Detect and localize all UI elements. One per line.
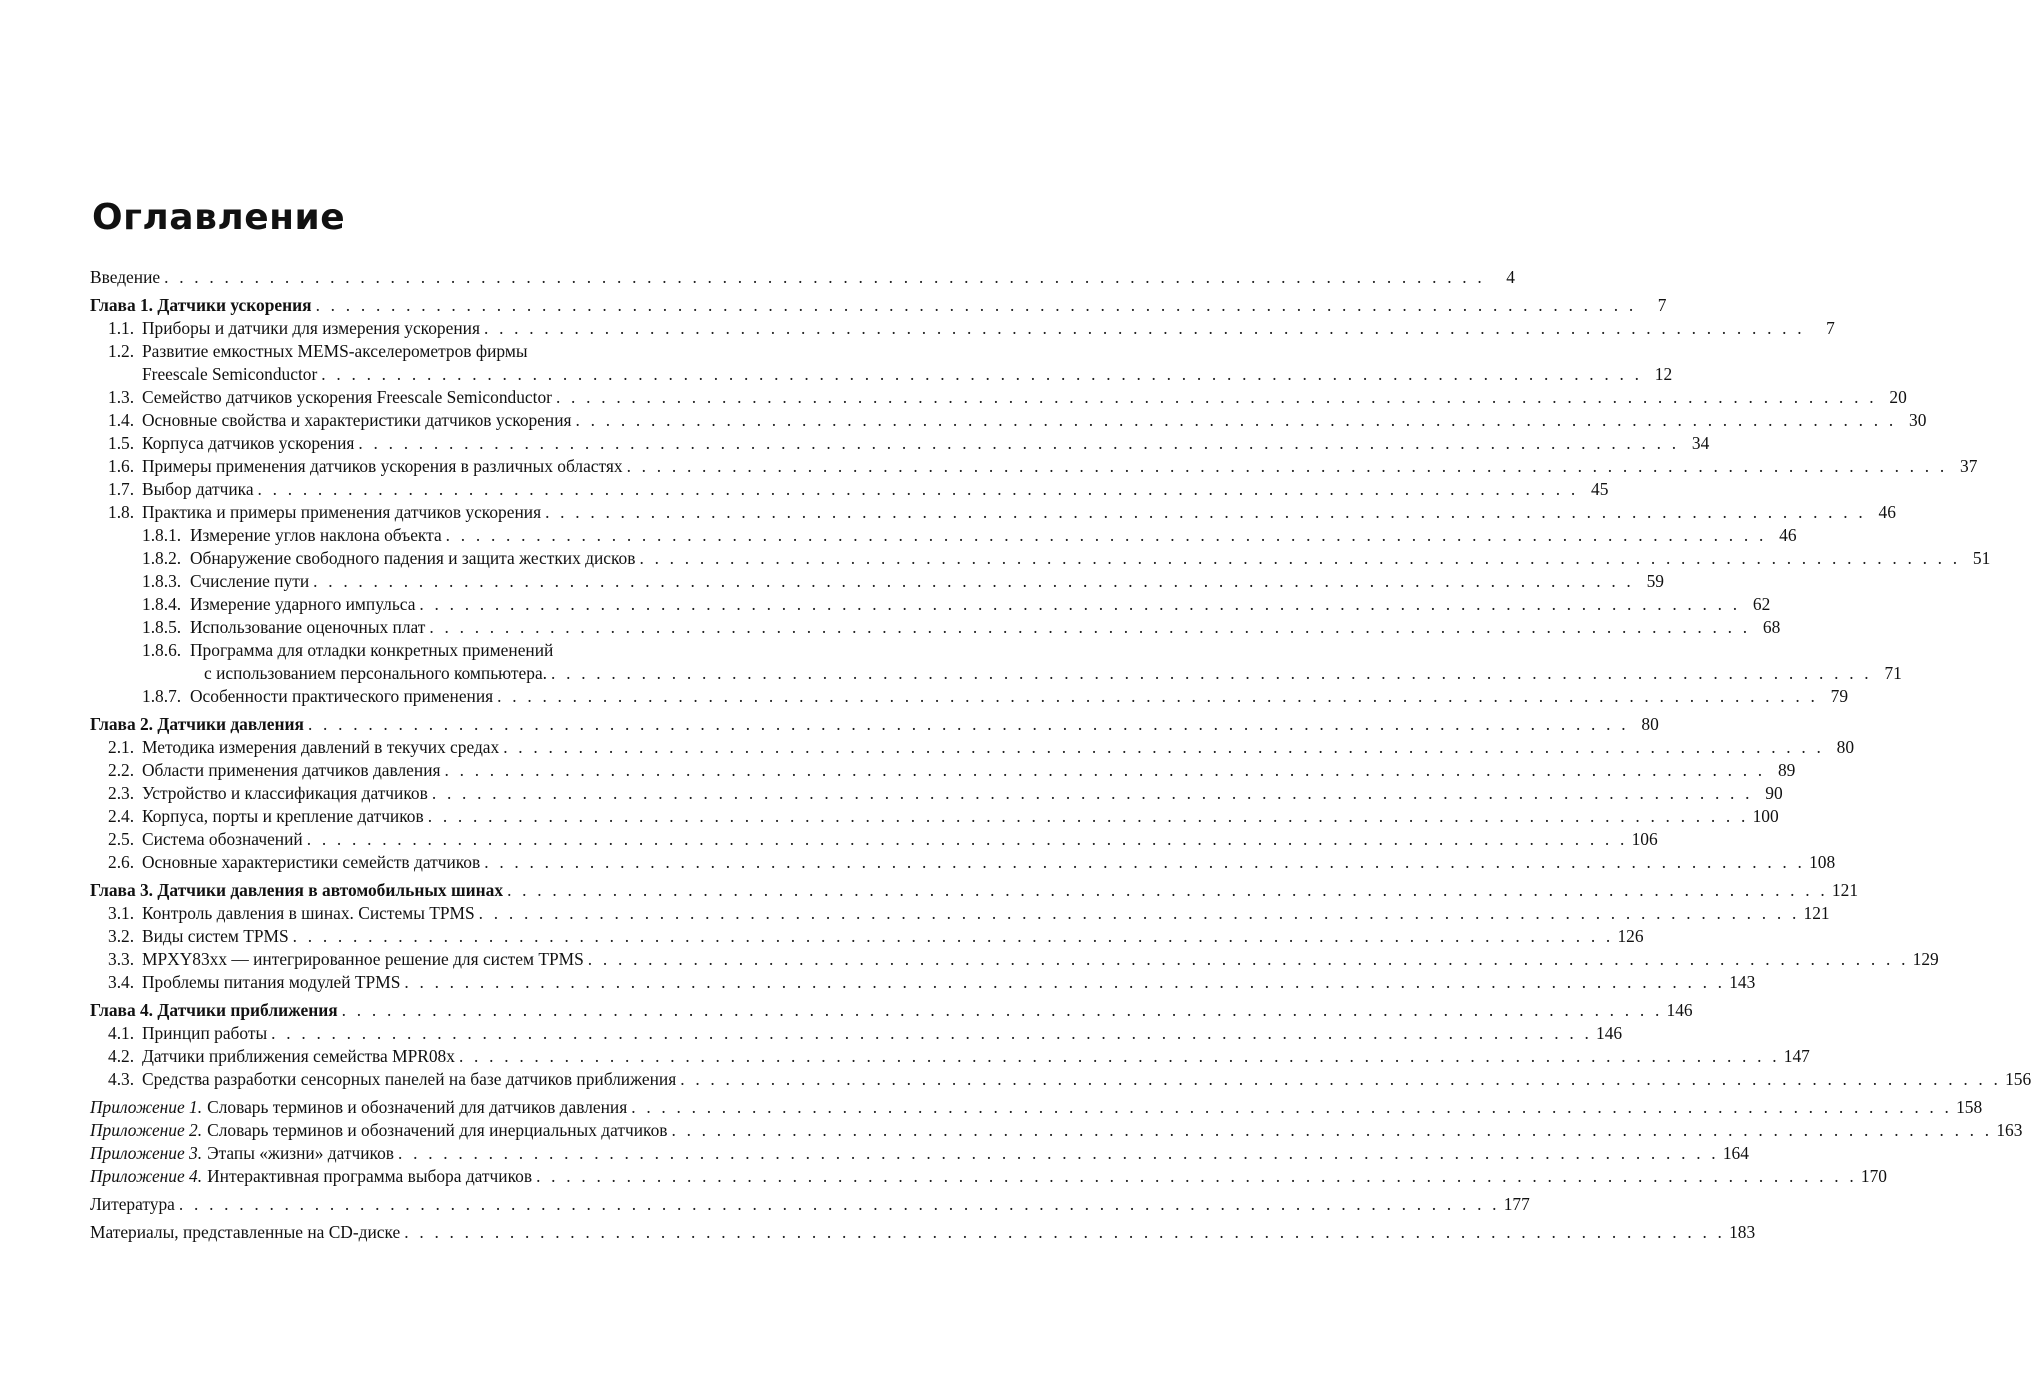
- toc-entry-title: Методика измерения давлений в текучих средах: [142, 737, 500, 757]
- toc-entry-title: Устройство и классификация датчиков: [142, 783, 428, 803]
- toc-page-number: 45: [1591, 479, 1609, 499]
- toc-page-number: 51: [1972, 548, 1991, 568]
- toc-page-number: 68: [1762, 617, 1781, 637]
- toc-entry-number: 4.2.: [108, 1046, 135, 1066]
- toc-leader-dots: . . . . . . . . . . . . . . . . . . . . . . . . . . . . . . . . . . . . . . . . . . . . . . . . . . . . . . . . . . . . . . . . . . . . . . . . . . . . . . . . . . . . . . . .: [444, 760, 1766, 780]
- toc-entry-number: 3.4.: [108, 972, 135, 992]
- toc-page-number: 7: [1657, 295, 1667, 315]
- toc-entry[interactable]: [90, 478, 1609, 501]
- toc-entry[interactable]: [90, 685, 1849, 708]
- toc-entry-title: Глава 3. Датчики давления в автомобильных шинах: [90, 880, 504, 900]
- toc-entry[interactable]: [90, 925, 1644, 948]
- toc-entry-title: Этапы «жизни» датчиков: [207, 1143, 395, 1163]
- page-title: Оглавление: [92, 197, 346, 238]
- toc-page-number: 156: [2005, 1069, 2031, 1089]
- toc-page-number: 129: [1912, 949, 1939, 969]
- toc-entry-title: Freescale Semiconductor: [142, 364, 318, 384]
- toc-entry[interactable]: [90, 1193, 1530, 1216]
- toc-entry-title: Корпуса датчиков ускорения: [142, 433, 355, 453]
- toc-entry-title: Корпуса, порты и крепление датчиков: [142, 806, 424, 826]
- toc-leader-dots: . . . . . . . . . . . . . . . . . . . . . . . . . . . . . . . . . . . . . . . . . . . . . . . . . . . . . . . . . . . . . . . . . . . . . . . . . . . . . . . . . . . . . . . .: [680, 1069, 2002, 1089]
- toc-entry[interactable]: [90, 851, 1836, 874]
- toc-page-number: 146: [1596, 1023, 1623, 1043]
- toc-leader-dots: . . . . . . . . . . . . . . . . . . . . . . . . . . . . . . . . . . . . . . . . . . . . . . . . . . . . . . . . . . . . . . . . . . . . . . . . . . . . . . . . . . . . . . . .: [271, 1023, 1592, 1043]
- toc-page-number: 163: [1996, 1120, 2023, 1140]
- toc-leader-dots: . . . . . . . . . . . . . . . . . . . . . . . . . . . . . . . . . . . . . . . . . . . . . . . . . . . . . . . . . . . . . . . . . . . . . . . . . . . . . . . . . . . . . . . .: [306, 829, 1628, 849]
- toc-leader-dots: . . . . . . . . . . . . . . . . . . . . . . . . . . . . . . . . . . . . . . . . . . . . . . . . . . . . . . . . . . . . . . . . . . . . . . . . . . . . . . . . . . . . . . . .: [503, 737, 1825, 757]
- toc-entry-title: Словарь терминов и обозначений для датчиков давления: [207, 1097, 628, 1117]
- toc-entry-title: Измерение углов наклона объекта: [190, 525, 442, 545]
- toc-entry[interactable]: [90, 409, 1927, 432]
- toc-entry-number: 1.8.3.: [142, 571, 182, 591]
- toc-entry-title: Средства разработки сенсорных панелей на базе датчиков приближения: [142, 1069, 677, 1089]
- toc-page-number: 143: [1729, 972, 1756, 992]
- toc-entry[interactable]: [90, 639, 858, 662]
- toc-entry-number: 4.3.: [108, 1069, 135, 1089]
- toc-entry[interactable]: [90, 736, 1855, 759]
- toc-entry-number: Приложение 2.: [90, 1120, 203, 1140]
- toc-leader-dots: . . . . . . . . . . . . . . . . . . . . . . . . . . . . . . . . . . . . . . . . . . . . . . . . . . . . . . . . . . . . . . . . . . . . . . . . . . . . . . . . . . . . . . . .: [484, 852, 1806, 872]
- toc-leader-dots: . . . . . . . . . . . . . . . . . . . . . . . . . . . . . . . . . . . . . . . . . . . . . . . . . . . . . . . . . . . . . . . . . . . . . . . . . . . . . . . . . . . . . . . .: [292, 926, 1614, 946]
- toc-page-number: 46: [1779, 525, 1797, 545]
- toc-leader-dots: . . . . . . . . . . . . . . . . . . . . . . . . . . . . . . . . . . . . . . . . . . . . . . . . . . . . . . . . . . . . . . . . . . . . . . . . . . . . . . . . . . . . . . . .: [478, 903, 1800, 923]
- toc-entry-number: Приложение 1.: [90, 1097, 203, 1117]
- toc-entry-number: 3.3.: [108, 949, 135, 969]
- toc-leader-dots: . . . . . . . . . . . . . . . . . . . . . . . . . . . . . . . . . . . . . . . . . . . . . . . . . . . . . . . . . . . . . . . . . . . . . . . . . . . . . . . . . . . . . . . .: [341, 1000, 1663, 1020]
- toc-entry[interactable]: [90, 1045, 1810, 1068]
- toc-entry-number: 1.3.: [108, 387, 135, 407]
- toc-entry-number: 1.8.: [108, 502, 135, 522]
- toc-entry-title: Интерактивная программа выбора датчиков: [207, 1166, 533, 1186]
- toc-entry-title: Примеры применения датчиков ускорения в различных областях: [142, 456, 623, 476]
- toc-entry[interactable]: [90, 713, 1659, 736]
- toc-leader-dots: . . . . . . . . . . . . . . . . . . . . . . . . . . . . . . . . . . . . . . . . . . . . . . . . . . . . . . . . . . . . . . . . . . . . . . . . . . . . . . . . . . . . . . . .: [315, 295, 1637, 315]
- toc-entry[interactable]: [90, 386, 1907, 409]
- toc-entry[interactable]: [90, 1221, 1756, 1244]
- toc-page-number: 12: [1654, 364, 1673, 384]
- toc-page-number: 164: [1722, 1143, 1749, 1163]
- toc-entry-title: с использованием персонального компьютера.: [204, 663, 548, 683]
- toc-page-number: 46: [1878, 502, 1896, 522]
- toc-page-number: 79: [1830, 686, 1849, 706]
- toc-entry[interactable]: [90, 1165, 1887, 1188]
- toc-entry-title: Практика и примеры применения датчиков ускорения: [142, 502, 542, 522]
- toc-page-number: 30: [1909, 410, 1927, 430]
- toc-leader-dots: . . . . . . . . . . . . . . . . . . . . . . . . . . . . . . . . . . . . . . . . . . . . . . . . . . . . . . . . . . . . . . . . . . . . . . . . . . . . . . . . . . . . . . . .: [587, 949, 1909, 969]
- toc-entry[interactable]: [90, 317, 1835, 340]
- toc-entry[interactable]: [90, 570, 1664, 593]
- toc-leader-dots: . . . . . . . . . . . . . . . . . . . . . . . . . . . . . . . . . . . . . . . . . . . . . . . . . . . . . . . . . . . . . . . . . . . . . . . . . . . . . . . . . . . . . . . .: [445, 525, 1767, 545]
- toc-page-number: 59: [1646, 571, 1664, 591]
- toc-leader-dots: . . . . . . . . . . . . . . . . . . . . . . . . . . . . . . . . . . . . . . . . . . . . . . . . . . . . . . . . . . . . . . . . . . . . . . . . . . . . . . . . . . . . . . . .: [257, 479, 1579, 499]
- toc-entry-title: Датчики приближения семейства MPR08x: [142, 1046, 455, 1066]
- toc-page-number: 4: [1506, 267, 1515, 287]
- toc-leader-dots: . . . . . . . . . . . . . . . . . . . . . . . . . . . . . . . . . . . . . . . . . . . . . . . . . . . . . . . . . . . . . . . . . . . . . . . . . . . . . . . . . . . . . . . .: [307, 714, 1629, 734]
- toc-page-number: 100: [1752, 806, 1779, 826]
- toc-entry-title: Измерение ударного импульса: [190, 594, 416, 614]
- toc-leader-dots: . . . . . . . . . . . . . . . . . . . . . . . . . . . . . . . . . . . . . . . . . . . . . . . . . . . . . . . . . . . . . . . . . . . . . . . . . . . . . . . . . . . . . . . .: [483, 318, 1805, 338]
- toc-entry[interactable]: [90, 879, 1859, 902]
- toc-page-number: 177: [1503, 1194, 1530, 1214]
- toc-entry-title: Литература: [90, 1194, 175, 1214]
- toc-leader-dots: . . . . . . . . . . . . . . . . . . . . . . . . . . . . . . . . . . . . . . . . . . . . . . . . . . . . . . . . . . . . . . . . . . . . . . . . . . . . . . . . . . . . . . . .: [497, 686, 1819, 706]
- toc-page-number: 7: [1826, 318, 1835, 338]
- toc-entry-title: Обнаружение свободного падения и защита жестких дисков: [190, 548, 636, 568]
- toc-entry-title: Виды систем TPMS: [142, 926, 289, 946]
- toc-page-number: 158: [1956, 1097, 1983, 1117]
- toc-entry[interactable]: [90, 759, 1796, 782]
- toc-leader-dots: . . . . . . . . . . . . . . . . . . . . . . . . . . . . . . . . . . . . . . . . . . . . . . . . . . . . . . . . . . . . . . . . . . . . . . . . . . . . . . . . . . . . . . . .: [358, 433, 1680, 453]
- toc-leader-dots: . . . . . . . . . . . . . . . . . . . . . . . . . . . . . . . . . . . . . . . . . . . . . . . . . . . . . . . . . . . . . . . . . . . . . . . . . . . . . . . . . . . . . . . .: [398, 1143, 1719, 1163]
- toc-page-number: 147: [1783, 1046, 1810, 1066]
- toc-entry-title: Выбор датчика: [142, 479, 254, 499]
- toc-entry-number: 2.3.: [108, 783, 135, 803]
- toc-entry-title: Проблемы питания модулей TPMS: [142, 972, 401, 992]
- table-of-contents: [90, 266, 2031, 1244]
- toc-entry-title: Семейство датчиков ускорения Freescale Semiconductor: [142, 387, 552, 407]
- toc-entry[interactable]: [90, 432, 1710, 455]
- toc-entry-title: Приборы и датчики для измерения ускорения: [142, 318, 480, 338]
- toc-page-number: 183: [1729, 1222, 1756, 1242]
- toc-leader-dots: . . . . . . . . . . . . . . . . . . . . . . . . . . . . . . . . . . . . . . . . . . . . . . . . . . . . . . . . . . . . . . . . . . . . . . . . . . . . . . . . . . . . . . . .: [671, 1120, 1993, 1140]
- toc-leader-dots: . . . . . . . . . . . . . . . . . . . . . . . . . . . . . . . . . . . . . . . . . . . . . . . . . . . . . . . . . . . . . . . . . . . . . . . . . . . . . . . . . . . . . . . .: [429, 617, 1751, 637]
- toc-entry[interactable]: [90, 1119, 2023, 1142]
- toc-page-number: 37: [1960, 456, 1978, 476]
- toc-page-number: 90: [1765, 783, 1783, 803]
- toc-entry-number: 1.6.: [108, 456, 135, 476]
- toc-entry-number: 1.7.: [108, 479, 135, 499]
- toc-leader-dots: . . . . . . . . . . . . . . . . . . . . . . . . . . . . . . . . . . . . . . . . . . . . . . . . . . . . . . . . . . . . . . . . . . . . . . . . . . . . . . . . . . . . . . . .: [626, 456, 1948, 476]
- toc-page-number: 121: [1831, 880, 1859, 900]
- toc-entry-title: Основные характеристики семейств датчиков: [142, 852, 481, 872]
- toc-page-number: 170: [1860, 1166, 1887, 1186]
- toc-entry[interactable]: [90, 782, 1783, 805]
- toc-entry-number: 2.1.: [108, 737, 135, 757]
- toc-entry-title: Использование оценочных плат: [190, 617, 426, 637]
- toc-entry-number: 1.8.5.: [142, 617, 182, 637]
- toc-page-number: 121: [1803, 903, 1830, 923]
- toc-leader-dots: . . . . . . . . . . . . . . . . . . . . . . . . . . . . . . . . . . . . . . . . . . . . . . . . . . . . . . . . . . . . . . . . . . . . . . . . . . . . . . . . . . . . . . . .: [404, 972, 1726, 992]
- toc-entry-title: Контроль давления в шинах. Системы TPMS: [142, 903, 475, 923]
- toc-leader-dots: . . . . . . . . . . . . . . . . . . . . . . . . . . . . . . . . . . . . . . . . . . . . . . . . . . . . . . . . . . . . . . . . . . . . . . . . . . . . . . . . . . . . . . . .: [545, 502, 1866, 522]
- toc-entry[interactable]: [90, 805, 1779, 828]
- toc-leader-dots: . . . . . . . . . . . . . . . . . . . . . . . . . . . . . . . . . . . . . . . . . . . . . . . . . . . . . . . . . . . . . . . . . . . . . . . . . . . . . . . . . . . . . . . .: [321, 364, 1643, 384]
- toc-entry[interactable]: [90, 1096, 1983, 1119]
- toc-page-number: 71: [1884, 663, 1902, 683]
- toc-entry[interactable]: [90, 999, 1693, 1022]
- toc-entry[interactable]: [90, 524, 1797, 547]
- toc-entry-title: Словарь терминов и обозначений для инерциальных датчиков: [207, 1120, 668, 1140]
- toc-leader-dots: . . . . . . . . . . . . . . . . . . . . . . . . . . . . . . . . . . . . . . . . . . . . . . . . . . . . . . . . . . . . . . . . . . . . . . . . . . . . . . . . . . . . . . . .: [458, 1046, 1780, 1066]
- toc-entry-number: 1.5.: [108, 433, 135, 453]
- toc-page-number: 80: [1836, 737, 1855, 757]
- toc-entry[interactable]: [90, 828, 1658, 851]
- toc-leader-dots: . . . . . . . . . . . . . . . . . . . . . . . . . . . . . . . . . . . . . . . . . . . . . . . . . . . . . . . . . . . . . . . . . . . . . . . . . . . . . . . . . . . . . . . .: [164, 267, 1485, 287]
- toc-leader-dots: . . . . . . . . . . . . . . . . . . . . . . . . . . . . . . . . . . . . . . . . . . . . . . . . . . . . . . . . . . . . . . . . . . . . . . . . . . . . . . . . . . . . . . . .: [507, 880, 1828, 900]
- toc-entry[interactable]: [90, 294, 1667, 317]
- toc-entry-number: Приложение 3.: [90, 1143, 203, 1163]
- toc-entry-number: 2.6.: [108, 852, 135, 872]
- toc-entry[interactable]: [90, 547, 1991, 570]
- toc-leader-dots: . . . . . . . . . . . . . . . . . . . . . . . . . . . . . . . . . . . . . . . . . . . . . . . . . . . . . . . . . . . . . . . . . . . . . . . . . . . . . . . . . . . . . . . .: [427, 806, 1749, 826]
- toc-leader-dots: . . . . . . . . . . . . . . . . . . . . . . . . . . . . . . . . . . . . . . . . . . . . . . . . . . . . . . . . . . . . . . . . . . . . . . . . . . . . . . . . . . . . . . . .: [639, 548, 1961, 568]
- toc-page-number: 108: [1809, 852, 1836, 872]
- toc-leader-dots: . . . . . . . . . . . . . . . . . . . . . . . . . . . . . . . . . . . . . . . . . . . . . . . . . . . . . . . . . . . . . . . . . . . . . . . . . . . . . . . . . . . . . . . .: [536, 1166, 1857, 1186]
- toc-page-number: 20: [1889, 387, 1907, 407]
- toc-leader-dots: . . . . . . . . . . . . . . . . . . . . . . . . . . . . . . . . . . . . . . . . . . . . . . . . . . . . . . . . . . . . . . . . . . . . . . . . . . . . . . . . . . . . . . . .: [404, 1222, 1726, 1242]
- toc-entry[interactable]: [90, 501, 1896, 524]
- toc-page-number: 146: [1666, 1000, 1693, 1020]
- toc-leader-dots: . . . . . . . . . . . . . . . . . . . . . . . . . . . . . . . . . . . . . . . . . . . . . . . . . . . . . . . . . . . . . . . . . . . . . . . . . . . . . . . . . . . . . . . .: [551, 663, 1872, 683]
- toc-entry-number: 3.1.: [108, 903, 135, 923]
- toc-entry[interactable]: [90, 1022, 1623, 1045]
- toc-entry-title: MPXY83xx — интегрированное решение для систем TPMS: [142, 949, 584, 969]
- toc-entry-number: 1.8.2.: [142, 548, 182, 568]
- toc-entry[interactable]: [90, 662, 1902, 685]
- toc-entry[interactable]: [90, 902, 1830, 925]
- toc-entry-number: 1.8.6.: [142, 640, 182, 660]
- toc-entry-number: 2.2.: [108, 760, 135, 780]
- toc-entry-title: Области применения датчиков давления: [142, 760, 441, 780]
- toc-leader-dots: . . . . . . . . . . . . . . . . . . . . . . . . . . . . . . . . . . . . . . . . . . . . . . . . . . . . . . . . . . . . . . . . . . . . . . . . . . . . . . . . . . . . . . . .: [419, 594, 1741, 614]
- toc-entry-title: Принцип работы: [142, 1023, 268, 1043]
- toc-page-number: 62: [1752, 594, 1771, 614]
- toc-entry[interactable]: [90, 948, 1939, 971]
- toc-entry[interactable]: [90, 266, 1515, 289]
- toc-page-number: 106: [1631, 829, 1658, 849]
- toc-entry-title: Введение: [90, 267, 161, 287]
- toc-entry-number: 1.1.: [108, 318, 135, 338]
- toc-entry[interactable]: [90, 1068, 2031, 1091]
- toc-entry-number: 2.5.: [108, 829, 135, 849]
- toc-entry-title: Глава 2. Датчики давления: [90, 714, 304, 734]
- toc-entry-title: Материалы, представленные на CD-диске: [90, 1222, 401, 1242]
- toc-entry-number: 1.8.4.: [142, 594, 182, 614]
- toc-page-number: 89: [1777, 760, 1796, 780]
- toc-entry[interactable]: [90, 1142, 1749, 1165]
- toc-leader-dots: . . . . . . . . . . . . . . . . . . . . . . . . . . . . . . . . . . . . . . . . . . . . . . . . . . . . . . . . . . . . . . . . . . . . . . . . . . . . . . . . . . . . . . . .: [313, 571, 1634, 591]
- toc-entry-number: 2.4.: [108, 806, 135, 826]
- toc-leader-dots: . . . . . . . . . . . . . . . . . . . . . . . . . . . . . . . . . . . . . . . . . . . . . . . . . . . . . . . . . . . . . . . . . . . . . . . . . . . . . . . . . . . . . . . .: [178, 1194, 1500, 1214]
- toc-entry-title: Глава 4. Датчики приближения: [90, 1000, 338, 1020]
- toc-entry[interactable]: [90, 971, 1756, 994]
- toc-leader-dots: . . . . . . . . . . . . . . . . . . . . . . . . . . . . . . . . . . . . . . . . . . . . . . . . . . . . . . . . . . . . . . . . . . . . . . . . . . . . . . . . . . . . . . . .: [555, 387, 1877, 407]
- toc-entry-title: Счисление пути: [190, 571, 310, 591]
- toc-entry[interactable]: [90, 593, 1771, 616]
- toc-entry-title: Особенности практического применения: [190, 686, 494, 706]
- toc-entry[interactable]: [90, 363, 1673, 386]
- toc-entry-number: 1.8.1.: [142, 525, 182, 545]
- toc-leader-dots: . . . . . . . . . . . . . . . . . . . . . . . . . . . . . . . . . . . . . . . . . . . . . . . . . . . . . . . . . . . . . . . . . . . . . . . . . . . . . . . . . . . . . . . .: [575, 410, 1897, 430]
- toc-entry-title: Основные свойства и характеристики датчиков ускорения: [142, 410, 572, 430]
- toc-entry[interactable]: [90, 340, 858, 363]
- toc-entry-number: 4.1.: [108, 1023, 135, 1043]
- toc-page-number: 80: [1641, 714, 1659, 734]
- toc-page-number: 34: [1691, 433, 1710, 453]
- toc-leader-dots: . . . . . . . . . . . . . . . . . . . . . . . . . . . . . . . . . . . . . . . . . . . . . . . . . . . . . . . . . . . . . . . . . . . . . . . . . . . . . . . . . . . . . . . .: [631, 1097, 1953, 1117]
- toc-entry[interactable]: [90, 616, 1781, 639]
- toc-entry[interactable]: [90, 455, 1978, 478]
- toc-entry-number: 1.2.: [108, 341, 135, 361]
- toc-leader-dots: . . . . . . . . . . . . . . . . . . . . . . . . . . . . . . . . . . . . . . . . . . . . . . . . . . . . . . . . . . . . . . . . . . . . . . . . . . . . . . . . . . . . . . . .: [431, 783, 1753, 803]
- toc-entry-number: 1.4.: [108, 410, 135, 430]
- toc-entry-title: Развитие емкостных MEMS-акселерометров фирмы: [142, 341, 528, 361]
- toc-page-number: 126: [1617, 926, 1644, 946]
- toc-entry-title: Глава 1. Датчики ускорения: [90, 295, 312, 315]
- toc-entry-number: Приложение 4.: [90, 1166, 203, 1186]
- toc-entry-title: Система обозначений: [142, 829, 303, 849]
- toc-entry-title: Программа для отладки конкретных применений: [190, 640, 554, 660]
- toc-entry-number: 3.2.: [108, 926, 135, 946]
- toc-entry-number: 1.8.7.: [142, 686, 182, 706]
